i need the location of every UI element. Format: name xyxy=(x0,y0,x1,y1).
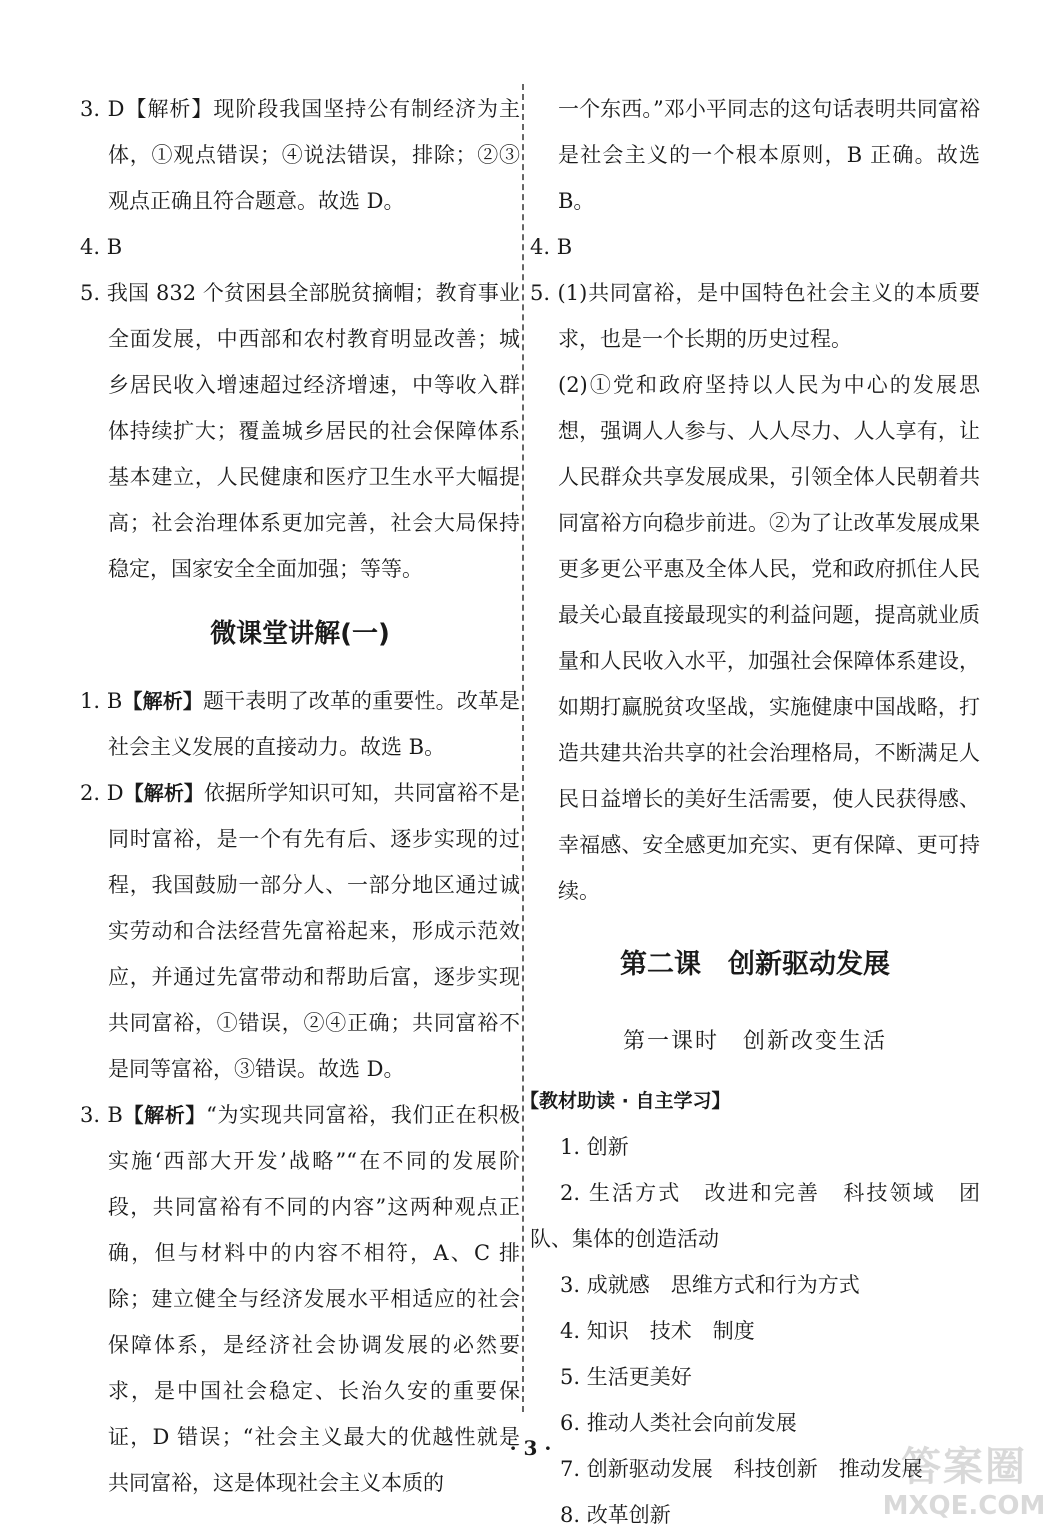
right-column xyxy=(520,86,980,1538)
analysis-text: “为实现共同富裕，我们正在积极实施‘西部大开发’战略”“在不同的发展阶段，共同富裕有不同的内容”这两种观点正确，但与材料中的内容不相符，A、C 排除；建立健全与经济发展水平相适应的社会保障体系，是经济社会协调发展的必然要求，是中国社会稳定、长治久安的重要保证，D 错误；“社会主义最大的优越性就是共同富裕，这是体现社会主义本质的 xyxy=(108,1103,520,1495)
answer-3: 3. D【解析】现阶段我国坚持公有制经济为主体，①观点错误；④说法错误，排除；②③观点正确且符合题意。故选 D。 xyxy=(80,97,520,213)
guide-item-2: 2. 生活方式 改进和完善 科技领域 团队、集体的创造活动 xyxy=(530,1181,980,1251)
watermark-bottom: MXQE.COM xyxy=(882,1491,1046,1521)
answer-number: 2. D xyxy=(80,781,124,805)
answer-5: 5. 我国 832 个贫困县全部脱贫摘帽；教育事业全面发展，中西部和农村教育明显改善；城乡居民收入增速超过经济增速，中等收入群体持续扩大；覆盖城乡居民的社会保障体系基本建立，人民健康和医疗卫生水平大幅提高；社会治理体系更加完善，社会大局保持稳定，国家安全全面加强；等等。 xyxy=(80,281,520,581)
analysis-tag: 【解析】 xyxy=(123,781,204,805)
guide-item-4: 4. 知识 技术 制度 xyxy=(560,1319,755,1343)
column-divider xyxy=(522,84,524,1412)
page-number: · 3 · xyxy=(509,1436,552,1460)
answer-number: 1. B xyxy=(80,689,123,713)
guide-item-5: 5. 生活更美好 xyxy=(560,1365,692,1389)
analysis-tag: 【解析】 xyxy=(122,689,204,713)
watermark-logo xyxy=(879,1444,1049,1528)
answer-4: 4. B xyxy=(530,235,573,259)
answer-3-continued: 一个东西。”邓小平同志的这句话表明共同富裕是社会主义的一个根本原则，B 正确。故选 B。 xyxy=(558,97,980,213)
answer-5-part-2: (2)①党和政府坚持以人民为中心的发展思想，强调人人参与、人人尽力、人人享有，让人民群众共享发展成果，引领全体人民朝着共同富裕方向稳步前进。②为了让改革发展成果更多更公平惠及全体人民，党和政府抓住人民最关心最直接最现实的利益问题，提高就业质量和人民收入水平，加强社会保障体系建设，如期打赢脱贫攻坚战，实施健康中国战略，打造共建共治共享的社会治理格局，不断满足人民日益增长的美好生活需要，使人民获得感、幸福感、安全感更加充实、更有保障、更可持续。 xyxy=(558,373,980,903)
answer-5-part-1: 5. (1)共同富裕，是中国特色社会主义的本质要求，也是一个长期的历史过程。 xyxy=(530,281,980,351)
study-guide-label: 【教材助读 · 自主学习】 xyxy=(520,1090,731,1112)
answer-4: 4. B xyxy=(80,235,123,259)
guide-item-1: 1. 创新 xyxy=(560,1135,629,1159)
watermark-top: 答案圈 xyxy=(901,1444,1027,1490)
chapter-title: 第二课 创新驱动发展 xyxy=(620,949,890,980)
section-title: 微课堂讲解(一) xyxy=(210,619,390,649)
micro-answer-2 xyxy=(80,770,520,1092)
analysis-text: 题干表明了改革的重要性。改革是社会主义发展的直接动力。故选 B。 xyxy=(108,689,521,759)
guide-item-7: 7. 创新驱动发展 科技创新 推动发展 xyxy=(560,1457,923,1481)
guide-item-3: 3. 成就感 思维方式和行为方式 xyxy=(560,1273,860,1297)
analysis-text: 依据所学知识可知，共同富裕不是同时富裕，是一个有先有后、逐步实现的过程，我国鼓励一部分人、一部分地区通过诚实劳动和合法经营先富裕起来，形成示范效应，并通过先富带动和帮助后富，逐步实现共同富裕，①错误，②④正确；共同富裕不是同等富裕，③错误。故选 D。 xyxy=(108,781,520,1081)
guide-item-6: 6. 推动人类社会向前发展 xyxy=(560,1411,797,1435)
guide-item-8: 8. 改革创新 xyxy=(560,1503,671,1527)
analysis-tag: 【解析】 xyxy=(122,1103,207,1127)
left-column xyxy=(80,86,520,1506)
answer-number: 3. B xyxy=(80,1103,123,1127)
lesson-title: 第一课时 创新改变生活 xyxy=(622,1029,887,1054)
micro-answer-1 xyxy=(80,678,520,770)
